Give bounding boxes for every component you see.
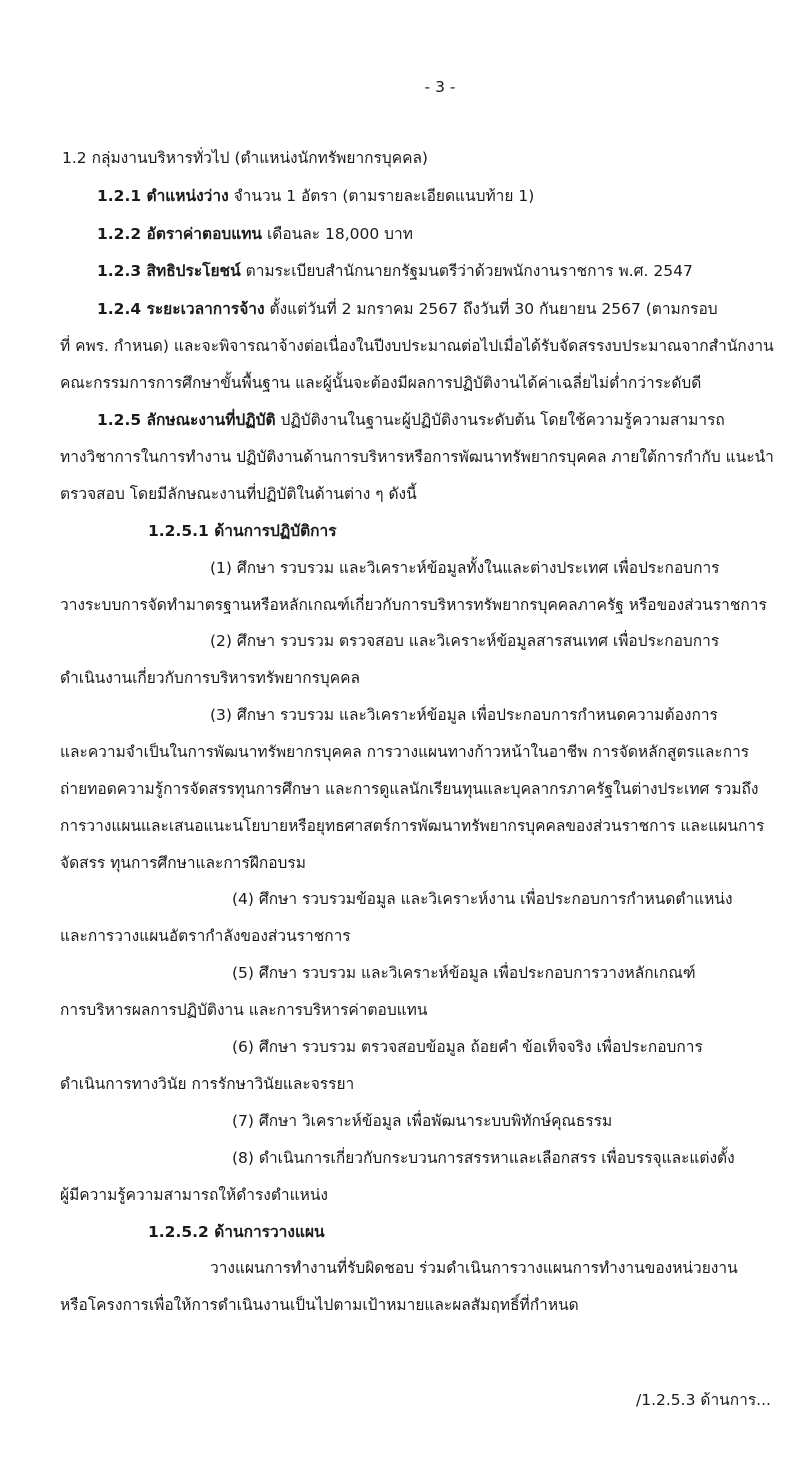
item-1-2-3 — [97, 260, 693, 282]
item-1-2-1 — [97, 185, 534, 207]
paragraph-8-line1: (8) ดำเนินการเกี่ยวกับกระบวนการสรรหาและเลือกสรร เพื่อบรรจุและแต่งตั้ง — [232, 1149, 735, 1167]
paragraph-4-line1: (4) ศึกษา รวบรวมข้อมูล และวิเคราะห์งาน เพื่อประกอบการกำหนดตำแหน่ง — [232, 890, 733, 908]
paragraph-3-line5: จัดสรร ทุนการศึกษาและการฝึกอบรม — [60, 854, 306, 872]
paragraph-5-line2: การบริหารผลการปฏิบัติงาน และการบริหารค่าตอบแทน — [60, 1001, 428, 1019]
item-1-2-2 — [97, 223, 413, 245]
planning-line2: หรือโครงการเพื่อให้การดำเนินงานเป็นไปตามเป้าหมายและผลสัมฤทธิ์ที่กำหนด — [60, 1296, 579, 1314]
item-1-2-4-line3: คณะกรรมการการศึกษาขั้นพื้นฐาน และผู้นั้นจะต้องมีผลการปฏิบัติงานได้ค่าเฉลี่ยไม่ต่ำกว่าระดับดี — [60, 374, 702, 392]
item-label: 1.2.2 อัตราค่าตอบแทน — [97, 225, 263, 243]
paragraph-1-line2: วางระบบการจัดทำมาตรฐานหรือหลักเกณฑ์เกี่ยวกับการบริหารทรัพยากรบุคคลภาครัฐ หรือของส่วนราชการ — [60, 596, 767, 614]
paragraph-6-line1: (6) ศึกษา รวบรวม ตรวจสอบข้อมูล ถ้อยคำ ข้อเท็จจริง เพื่อประกอบการ — [232, 1038, 703, 1056]
item-text: เดือนละ 18,000 บาท — [266, 225, 413, 243]
continuation-note: /1.2.5.3 ด้านการ... — [636, 1391, 771, 1409]
paragraph-4-line2: และการวางแผนอัตรากำลังของส่วนราชการ — [60, 927, 351, 945]
item-1-2-5-line3: ตรวจสอบ โดยมีลักษณะงานที่ปฏิบัติในด้านต่าง ๆ ดังนี้ — [60, 485, 417, 503]
item-label: 1.2.4 ระยะเวลาการจ้าง — [97, 300, 265, 318]
paragraph-1-line1: (1) ศึกษา รวบรวม และวิเคราะห์ข้อมูลทั้งในและต่างประเทศ เพื่อประกอบการ — [210, 559, 720, 577]
paragraph-2-line1: (2) ศึกษา รวบรวม ตรวจสอบ และวิเคราะห์ข้อมูลสารสนเทศ เพื่อประกอบการ — [210, 632, 720, 650]
paragraph-3-line3: ถ่ายทอดความรู้การจัดสรรทุนการศึกษา และการดูแลนักเรียนทุนและบุคลากรภาครัฐในต่างประเทศ รวมถึง — [60, 780, 759, 798]
item-1-2-4-line2: ที่ คพร. กำหนด) และจะพิจารณาจ้างต่อเนื่องในปีงบประมาณต่อไปเมื่อได้รับจัดสรรงบประมาณจากสำนักงาน — [60, 337, 774, 355]
planning-line1: วางแผนการทำงานที่รับผิดชอบ ร่วมดำเนินการวางแผนการทำงานของหน่วยงาน — [210, 1259, 738, 1277]
section-heading: 1.2 กลุ่มงานบริหารทั่วไป (ตำแหน่งนักทรัพยากรบุคคล) — [62, 149, 428, 167]
subsection-heading-1-2-5-1: 1.2.5.1 ด้านการปฏิบัติการ — [148, 522, 337, 540]
paragraph-6-line2: ดำเนินการทางวินัย การรักษาวินัยและจรรยา — [60, 1075, 355, 1093]
item-text: ตามระเบียบสำนักนายกรัฐมนตรีว่าด้วยพนักงานราชการ พ.ศ. 2547 — [245, 262, 693, 280]
paragraph-7-line1: (7) ศึกษา วิเคราะห์ข้อมูล เพื่อพัฒนาระบบพิทักษ์คุณธรรม — [232, 1112, 613, 1130]
item-text: ตั้งแต่วันที่ 2 มกราคม 2567 ถึงวันที่ 30 กันยายน 2567 (ตามกรอบ — [269, 300, 718, 318]
item-1-2-5-line1 — [97, 409, 725, 431]
item-label: 1.2.1 ตำแหน่งว่าง — [97, 187, 229, 205]
item-1-2-4-line1 — [97, 298, 718, 320]
item-1-2-5-line2: ทางวิชาการในการทำงาน ปฏิบัติงานด้านการบริหารหรือการพัฒนาทรัพยากรบุคคล ภายใต้การกำกับ แนะนำ — [60, 448, 774, 466]
paragraph-3-line2: และความจำเป็นในการพัฒนาทรัพยากรบุคคล การวางแผนทางก้าวหน้าในอาชีพ การจัดหลักสูตรและการ — [60, 743, 750, 761]
paragraph-8-line2: ผู้มีความรู้ความสามารถให้ดำรงตำแหน่ง — [60, 1186, 328, 1204]
paragraph-3-line4: การวางแผนและเสนอแนะนโยบายหรือยุทธศาสตร์การพัฒนาทรัพยากรบุคคลของส่วนราชการ และแผนการ — [60, 817, 765, 835]
item-label: 1.2.5 ลักษณะงานที่ปฏิบัติ — [97, 411, 276, 429]
item-text: ปฏิบัติงานในฐานะผู้ปฏิบัติงานระดับต้น โดยใช้ความรู้ความสามารถ — [280, 411, 725, 429]
subsection-heading-1-2-5-2: 1.2.5.2 ด้านการวางแผน — [148, 1223, 325, 1241]
paragraph-5-line1: (5) ศึกษา รวบรวม และวิเคราะห์ข้อมูล เพื่อประกอบการวางหลักเกณฑ์ — [232, 964, 696, 982]
item-text: จำนวน 1 อัตรา (ตามรายละเอียดแนบท้าย 1) — [233, 187, 535, 205]
paragraph-3-line1: (3) ศึกษา รวบรวม และวิเคราะห์ข้อมูล เพื่อประกอบการกำหนดความต้องการ — [210, 706, 718, 724]
paragraph-2-line2: ดำเนินงานเกี่ยวกับการบริหารทรัพยากรบุคคล — [60, 669, 360, 687]
item-label: 1.2.3 สิทธิประโยชน์ — [97, 262, 241, 280]
page-number: - 3 - — [424, 78, 456, 96]
